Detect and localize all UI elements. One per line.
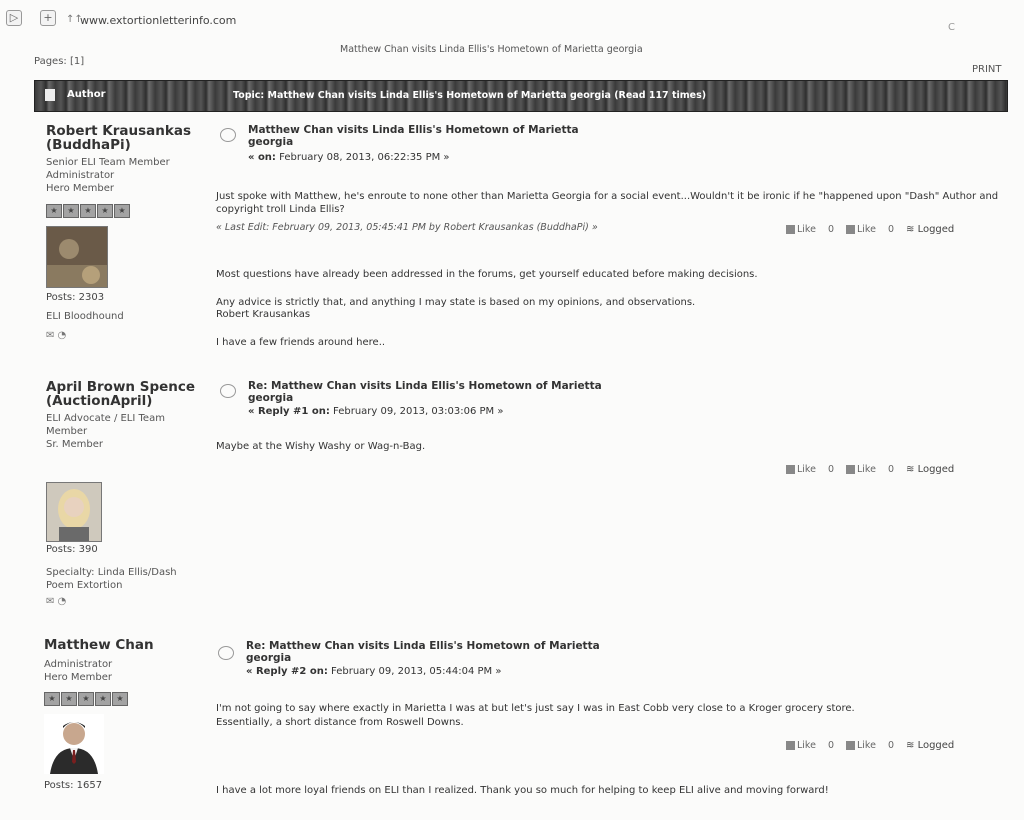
like-bar — [786, 464, 954, 475]
author-icon — [45, 89, 55, 101]
signature-line: I have a few friends around here.. — [216, 337, 386, 348]
profile-icons[interactable]: ✉ ◔ — [46, 596, 67, 607]
like-label: Like — [797, 464, 816, 475]
date-prefix: « on: — [248, 152, 276, 163]
post-body: Essentially, a short distance from Roswell Downs. — [216, 717, 464, 728]
poster-role: Sr. Member — [46, 439, 104, 450]
message-icon — [220, 384, 236, 398]
star-icon: ★ — [46, 204, 62, 218]
avatar — [44, 714, 104, 774]
like-bar — [786, 740, 954, 751]
date-value: February 08, 2013, 06:22:35 PM » — [279, 152, 450, 163]
reload-icon[interactable]: C — [948, 22, 955, 33]
post-subject[interactable]: Matthew Chan visits Linda Ellis's Hometown of Marietta georgia — [248, 124, 579, 148]
posts-count: Posts: 1657 — [44, 780, 103, 791]
like-button[interactable] — [846, 464, 876, 475]
avatar — [46, 226, 108, 288]
star-icon: ★ — [97, 204, 113, 218]
star-icon: ★ — [114, 204, 130, 218]
star-icon: ★ — [95, 692, 111, 706]
post-date — [248, 406, 503, 417]
like-label: Like — [857, 224, 876, 235]
topic-title: Topic: Matthew Chan visits Linda Ellis's Hometown of Marietta georgia (Read 117 times) — [233, 90, 707, 101]
rank-stars — [44, 692, 128, 706]
post-subject[interactable]: Re: Matthew Chan visits Linda Ellis's Hometown of Marietta georgia — [248, 380, 602, 404]
like-bar — [786, 224, 954, 235]
last-edit: « Last Edit: February 09, 2013, 05:45:41 PM by Robert Krausankas (BuddhaPi) » — [216, 222, 598, 233]
logged-status: ≋ Logged — [906, 224, 955, 235]
like-button[interactable] — [786, 464, 816, 475]
new-tab-icon[interactable]: + — [40, 10, 56, 26]
post-body: I'm not going to say where exactly in Marietta I was at but let's just say I was in East Cobb very close to a Kroger grocery store. — [216, 703, 855, 714]
like-count: 0 — [887, 464, 894, 475]
ip-icon: ≋ — [906, 224, 918, 235]
star-icon: ★ — [78, 692, 94, 706]
star-icon: ★ — [112, 692, 128, 706]
like-button[interactable] — [846, 740, 876, 751]
like-count: 0 — [827, 464, 834, 475]
message-icon — [218, 646, 234, 660]
posts-count: Posts: 390 — [46, 544, 98, 555]
date-value: February 09, 2013, 05:44:04 PM » — [331, 666, 502, 677]
like-button[interactable] — [786, 740, 816, 751]
like-count: 0 — [827, 740, 834, 751]
author-column-label: Author — [67, 89, 106, 100]
topic-header — [34, 80, 1008, 112]
like-label: Like — [797, 740, 816, 751]
lock-icon: ↑↑ — [66, 14, 83, 25]
browser-toolbar — [0, 0, 1024, 36]
poster-name[interactable]: April Brown Spence (AuctionApril) — [46, 379, 196, 409]
date-value: February 09, 2013, 03:03:06 PM » — [333, 406, 504, 417]
message-icon — [220, 128, 236, 142]
poster-role: Senior ELI Team Member — [46, 157, 170, 168]
poster-role: Hero Member — [46, 183, 114, 194]
date-prefix: « Reply #1 on: — [248, 406, 330, 417]
facebook-like-icon — [786, 465, 795, 474]
poster-role: Administrator — [46, 170, 115, 181]
star-icon: ★ — [61, 692, 77, 706]
avatar — [46, 482, 102, 542]
poster-role: Administrator — [44, 659, 113, 670]
star-icon: ★ — [80, 204, 96, 218]
post-date — [246, 666, 501, 677]
poster-role: ELI Advocate / ELI Team Member — [46, 413, 165, 437]
poster-role: Hero Member — [44, 672, 112, 683]
facebook-like-icon — [846, 741, 855, 750]
page-title: Matthew Chan visits Linda Ellis's Hometown of Marietta georgia — [340, 44, 643, 55]
posts-count: Posts: 2303 — [46, 292, 105, 303]
ip-icon: ≋ — [906, 740, 918, 751]
rank-stars — [46, 204, 130, 218]
like-button[interactable] — [786, 224, 816, 235]
custom-title: Specialty: Linda Ellis/Dash Poem Extortion — [46, 567, 177, 591]
logged-status: ≋ Logged — [906, 464, 955, 475]
like-count: 0 — [827, 224, 834, 235]
date-prefix: « Reply #2 on: — [246, 666, 328, 677]
facebook-like-icon — [846, 225, 855, 234]
post-body: Just spoke with Matthew, he's enroute to none other than Marietta Georgia for a social event...Wouldn't it be ironic if he "happened upon "Dash" Author and copyright troll Linda Ellis? — [216, 191, 999, 215]
facebook-like-icon — [786, 741, 795, 750]
post — [34, 380, 1006, 616]
post — [34, 124, 1006, 360]
logged-status: ≋ Logged — [906, 740, 955, 751]
signature-line: Most questions have already been addressed in the forums, get yourself educated before making decisions. — [216, 269, 758, 280]
custom-title: ELI Bloodhound — [46, 311, 124, 322]
pagination[interactable]: Pages: [1] — [34, 56, 85, 67]
facebook-like-icon — [786, 225, 795, 234]
signature-line: Any advice is strictly that, and anything I may state is based on my opinions, and observations. — [216, 297, 696, 308]
like-count: 0 — [887, 224, 894, 235]
post-body: Maybe at the Wishy Washy or Wag-n-Bag. — [216, 441, 426, 452]
poster-name[interactable]: Robert Krausankas (BuddhaPi) — [46, 123, 192, 153]
profile-icons[interactable]: ✉ ◔ — [46, 330, 67, 341]
print-link[interactable]: PRINT — [972, 64, 1002, 75]
poster-name[interactable]: Matthew Chan — [44, 637, 154, 653]
post-subject[interactable]: Re: Matthew Chan visits Linda Ellis's Hometown of Marietta georgia — [246, 640, 600, 664]
facebook-like-icon — [846, 465, 855, 474]
ip-icon: ≋ — [906, 464, 918, 475]
like-button[interactable] — [846, 224, 876, 235]
signature-line: I have a lot more loyal friends on ELI than I realized. Thank you so much for helping to keep ELI alive and moving forward! — [216, 785, 829, 796]
back-icon[interactable]: ▷ — [6, 10, 22, 26]
star-icon: ★ — [44, 692, 60, 706]
post — [34, 638, 1006, 814]
signature-line: Robert Krausankas — [216, 309, 311, 320]
url-bar[interactable]: www.extortionletterinfo.com — [80, 14, 237, 27]
like-label: Like — [797, 224, 816, 235]
post-date — [248, 152, 450, 163]
like-count: 0 — [887, 740, 894, 751]
star-icon: ★ — [63, 204, 79, 218]
like-label: Like — [857, 464, 876, 475]
like-label: Like — [857, 740, 876, 751]
